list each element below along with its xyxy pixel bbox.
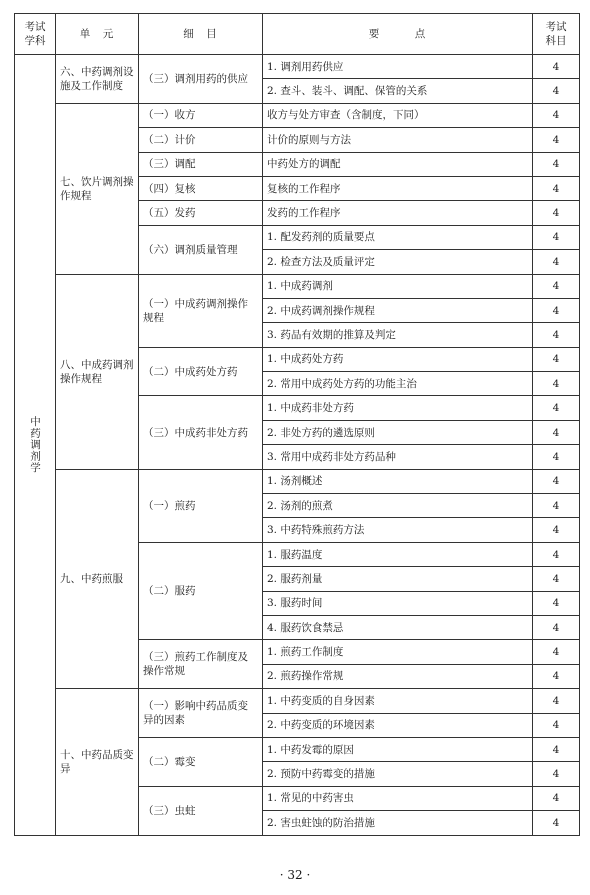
header-level: 考试 科目 <box>533 14 580 55</box>
level-cell: 4 <box>533 323 580 347</box>
header-row <box>15 14 580 55</box>
level-cell: 4 <box>533 494 580 518</box>
level-cell: 4 <box>533 640 580 664</box>
point-cell: 1. 调剂用药供应 <box>263 55 533 79</box>
detail-cell: （三）调配 <box>139 152 263 176</box>
detail-cell: （二）服药 <box>139 542 263 640</box>
level-cell: 4 <box>533 225 580 249</box>
point-cell: 3. 服药时间 <box>263 591 533 615</box>
header-subject: 考试 学科 <box>15 14 56 55</box>
detail-cell: （三）中成药非处方药 <box>139 396 263 469</box>
point-cell: 2. 服药剂量 <box>263 567 533 591</box>
point-cell: 复核的工作程序 <box>263 176 533 200</box>
point-cell: 2. 预防中药霉变的措施 <box>263 762 533 786</box>
detail-cell: （二）计价 <box>139 128 263 152</box>
point-cell: 收方与处方审查（含制度，下同） <box>263 103 533 127</box>
level-cell: 4 <box>533 420 580 444</box>
unit-cell: 九、中药煎服 <box>56 469 139 689</box>
header-point: 要 点 <box>263 14 533 55</box>
syllabus-sheet <box>14 13 579 836</box>
point-cell: 1. 汤剂概述 <box>263 469 533 493</box>
unit-cell: 六、中药调剂设施及工作制度 <box>56 55 139 104</box>
header-unit: 单 元 <box>56 14 139 55</box>
point-cell: 2. 查斗、装斗、调配、保管的关系 <box>263 79 533 103</box>
point-cell: 2. 常用中成药处方药的功能主治 <box>263 372 533 396</box>
detail-cell: （一）收方 <box>139 103 263 127</box>
level-cell: 4 <box>533 518 580 542</box>
point-cell: 计价的原则与方法 <box>263 128 533 152</box>
level-cell: 4 <box>533 372 580 396</box>
point-cell: 1. 服药温度 <box>263 542 533 566</box>
level-cell: 4 <box>533 615 580 639</box>
level-cell: 4 <box>533 737 580 761</box>
point-cell: 3. 药品有效期的推算及判定 <box>263 323 533 347</box>
level-cell: 4 <box>533 103 580 127</box>
point-cell: 2. 非处方药的遴选原则 <box>263 420 533 444</box>
detail-cell: （三）调剂用药的供应 <box>139 55 263 104</box>
level-cell: 4 <box>533 176 580 200</box>
level-cell: 4 <box>533 811 580 835</box>
level-cell: 4 <box>533 762 580 786</box>
level-cell: 4 <box>533 591 580 615</box>
level-cell: 4 <box>533 469 580 493</box>
point-cell: 1. 常见的中药害虫 <box>263 786 533 810</box>
level-cell: 4 <box>533 664 580 688</box>
subject-label: 中药调剂学 <box>29 416 41 474</box>
level-cell: 4 <box>533 274 580 298</box>
point-cell: 4. 服药饮食禁忌 <box>263 615 533 639</box>
table-row <box>15 55 580 79</box>
detail-cell: （二）中成药处方药 <box>139 347 263 396</box>
point-cell: 1. 中成药处方药 <box>263 347 533 371</box>
point-cell: 1. 中药发霉的原因 <box>263 737 533 761</box>
level-cell: 4 <box>533 201 580 225</box>
point-cell: 中药处方的调配 <box>263 152 533 176</box>
point-cell: 2. 中药变质的环境因素 <box>263 713 533 737</box>
unit-cell: 八、中成药调剂操作规程 <box>56 274 139 469</box>
level-cell: 4 <box>533 347 580 371</box>
level-cell: 4 <box>533 128 580 152</box>
table-body <box>15 55 580 836</box>
level-cell: 4 <box>533 396 580 420</box>
detail-cell: （三）虫蛀 <box>139 786 263 835</box>
level-cell: 4 <box>533 713 580 737</box>
point-cell: 发药的工作程序 <box>263 201 533 225</box>
point-cell: 2. 害虫蛀蚀的防治措施 <box>263 811 533 835</box>
syllabus-table <box>14 13 580 836</box>
point-cell: 3. 中药特殊煎药方法 <box>263 518 533 542</box>
level-cell: 4 <box>533 298 580 322</box>
header-detail: 细 目 <box>139 14 263 55</box>
level-cell: 4 <box>533 55 580 79</box>
point-cell: 2. 煎药操作常规 <box>263 664 533 688</box>
detail-cell: （五）发药 <box>139 201 263 225</box>
subject-cell <box>15 55 56 836</box>
point-cell: 1. 中药变质的自身因素 <box>263 689 533 713</box>
level-cell: 4 <box>533 689 580 713</box>
detail-cell: （二）霉变 <box>139 737 263 786</box>
detail-cell: （三）煎药工作制度及操作常规 <box>139 640 263 689</box>
level-cell: 4 <box>533 79 580 103</box>
level-cell: 4 <box>533 542 580 566</box>
table-row <box>15 689 580 713</box>
level-cell: 4 <box>533 152 580 176</box>
table-row <box>15 469 580 493</box>
point-cell: 1. 煎药工作制度 <box>263 640 533 664</box>
level-cell: 4 <box>533 567 580 591</box>
table-row <box>15 103 580 127</box>
level-cell: 4 <box>533 250 580 274</box>
detail-cell: （一）影响中药品质变异的因素 <box>139 689 263 738</box>
point-cell: 2. 检查方法及质量评定 <box>263 250 533 274</box>
level-cell: 4 <box>533 445 580 469</box>
point-cell: 3. 常用中成药非处方药品种 <box>263 445 533 469</box>
point-cell: 1. 中成药调剂 <box>263 274 533 298</box>
detail-cell: （一）中成药调剂操作规程 <box>139 274 263 347</box>
page-number: · 32 · <box>279 868 311 882</box>
detail-cell: （四）复核 <box>139 176 263 200</box>
point-cell: 2. 中成药调剂操作规程 <box>263 298 533 322</box>
table-row <box>15 274 580 298</box>
detail-cell: （一）煎药 <box>139 469 263 542</box>
unit-cell: 七、饮片调剂操作规程 <box>56 103 139 274</box>
unit-cell: 十、中药品质变异 <box>56 689 139 835</box>
point-cell: 1. 配发药剂的质量要点 <box>263 225 533 249</box>
point-cell: 1. 中成药非处方药 <box>263 396 533 420</box>
point-cell: 2. 汤剂的煎煮 <box>263 494 533 518</box>
detail-cell: （六）调剂质量管理 <box>139 225 263 274</box>
level-cell: 4 <box>533 786 580 810</box>
